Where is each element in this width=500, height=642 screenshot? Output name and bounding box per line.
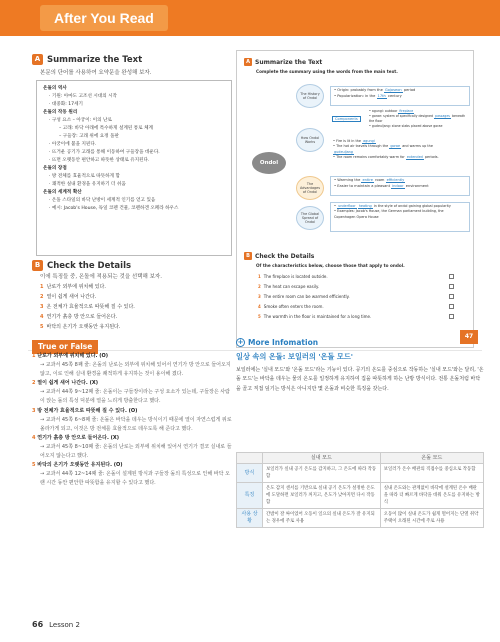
tf-answer: → 교과서 45쪽 8째 줄: 온돌의 난로는 외부에 위치해 있어서 연기가 방 안으로 들어오지 않고, 이로 인해 실내 환경을 쾌적하게 유지하는 것이 용이해 졌다. (40, 362, 231, 378)
tb-summary-title: Summarize the Text (255, 58, 323, 66)
tf-number: 2 (32, 380, 36, 387)
blank-heating: heating (358, 204, 372, 208)
checkbox[interactable] (449, 284, 454, 289)
tf-question-text: 방 전체가 효율적으로 따뜻해 질 수 있다. (O) (37, 407, 138, 414)
summary-title: Summarize the Text (47, 54, 143, 65)
step2-mid: and warms up the (402, 144, 433, 149)
blank-agungi: agungi (363, 139, 375, 143)
adv1-text: • Warming the (334, 178, 361, 182)
list-item-content (258, 312, 371, 322)
summary-heading (32, 54, 142, 65)
more-info-heading (236, 338, 318, 347)
cell-indoor: 온도 감지 센서를 기반으로 실내 공기 온도가 설정한 온도에 도달하면 보일러가 꺼지고, 온도가 낮아지면 다시 작동함 (263, 483, 381, 509)
list-item (258, 302, 454, 312)
blank-efficiently: efficiently (386, 178, 405, 182)
history-box (330, 86, 470, 106)
blank-indoor: indoor (392, 183, 404, 188)
checkbox[interactable] (449, 314, 454, 319)
tb-details-heading (244, 252, 314, 260)
tb-details-title: Check the Details (255, 252, 315, 260)
summary-line: · 구성 요소 – 아궁이: 이의 난로 (49, 118, 112, 123)
details-subtitle: 이에 특징들 중, 온돌에 적용되는 것을 선택해 보자. (40, 274, 162, 280)
blank-17th: 17th (377, 93, 386, 98)
blank-extended: extended (406, 155, 423, 160)
tb-details-sub: Of the characteristics below, choose those that apply to ondol. (256, 263, 405, 268)
cell-indoor: 보일러가 실내 공기 온도를 감지하고, 그 온도에 따라 작동함 (263, 464, 381, 483)
details-title: Check the Details (47, 260, 132, 271)
list-item (40, 292, 135, 302)
list-item (258, 272, 454, 282)
list-item (258, 312, 454, 322)
cell-ondol: 오동이 많이 실내 온도가 쉽게 떨어지는 단열 취약 주택이 오래된 시간에 주로 사용 (380, 509, 483, 528)
summary-line: · 뜨거운 공기가 고래를 통해 이동하여 구들장을 데운다. (49, 150, 160, 155)
tf-answer: → 교과서 44쪽 9~12째 줄: 온돌이는 구들장이라는 구성 요소가 있는데, 구들장은 사람이 앉는 돌의 특성 덕분에 열을 느리게 방출한다고 했다. (40, 389, 230, 405)
blank-gojoseon: Gojoseon (384, 88, 402, 92)
item-text: The entire room can be warmed efficiently. (263, 294, 350, 299)
summary-line: 온돌의 역사 (43, 86, 67, 91)
tf-question (32, 434, 232, 443)
tf-number: 5 (32, 462, 36, 469)
summary-line: – 구들장: 고래 위에 요정 돌판 (59, 134, 119, 139)
tf-question-text: 열이 쉽게 새어 나간다. (X) (37, 380, 98, 387)
tb-summary-letter: A (244, 58, 252, 66)
tf-question-text: 연기가 흙층 방 안으로 들어온다. (X) (37, 434, 120, 441)
details-list (40, 282, 135, 332)
summary-line: · 대중화: 17세기 (49, 102, 83, 107)
summary-letter: A (32, 54, 43, 65)
tf-question (32, 379, 232, 388)
tf-question-text: 난로가 외부에 위치해 있다. (O) (37, 353, 109, 359)
adv2-end: environment (405, 183, 429, 188)
table-row (237, 483, 484, 509)
checkbox[interactable] (449, 304, 454, 309)
true-false-label: True or False (32, 340, 98, 354)
history-pop-end: century (387, 93, 402, 98)
advantages-box (330, 176, 470, 196)
step2-text: • The hot air travels through the (333, 144, 389, 149)
step3-text: • The room remains comfortably warm for (333, 155, 405, 160)
checkbox[interactable] (449, 294, 454, 299)
tb-summary-sub: Complete the summary using the words from the main text. (256, 69, 398, 74)
item-number: 4 (40, 314, 44, 320)
tf-question (32, 407, 232, 416)
summary-line: 온돌의 작동 원리 (43, 110, 78, 115)
footer-lesson: Lesson 2 (49, 620, 80, 629)
list-item (40, 322, 135, 332)
summary-line: – 고래: 바닥 아래에 특수하게 설계된 통로 체계 (59, 126, 153, 131)
details-letter: B (32, 260, 43, 271)
ondol-center: Ondol (252, 152, 286, 174)
table-header-indoor: 실내 모드 (263, 453, 381, 464)
components-tag: Components (332, 116, 361, 122)
node-advantages: The Advantages of Ondol (296, 176, 324, 200)
item-text: 난로가 외부에 위치해 있다. (46, 284, 106, 290)
tf-number: 3 (32, 407, 36, 414)
components-box (366, 108, 470, 134)
list-item (40, 302, 135, 312)
tf-question (32, 352, 232, 361)
item-number: 1 (258, 274, 261, 279)
summary-subtitle: 본문의 단어를 사용하여 요약문을 완성해 보자. (40, 70, 152, 76)
more-info-text: 보일러에는 '실내 모드'와 '온돌 모드'라는 기능이 있다. 공기의 온도를 중심으로 작동하는 '실내 모드'와는 달리, '온돌 모드'는 바닥을 데우는 물의 온도를 일정하게 유지하여 집을 따뜻하게 하는 난방 방식이다. 전통 온돌처럼 바닥을 골고 직접 덮기는 방식은 아니지만 몇 온돌과 비슷한 특징을 갖는다. (236, 367, 484, 392)
node-works: How Ondol Works (296, 128, 324, 152)
item-text: The heat can escape easily. (263, 284, 320, 289)
page-title: After You Read (40, 5, 168, 31)
summary-line: · 기원: 아마도 고조선 시대의 시작 (49, 94, 117, 99)
item-text: Smoke often enters the room. (263, 304, 324, 309)
blank-gorae: gorae (390, 144, 401, 149)
tf-answer: → 교과서 45쪽 6~8째 줄: 온돌은 바닥을 데우는 방식이기 때문에 열이 자연스럽게 위로 올라가게 되고, 이것은 방 전체를 효율적으로 데우도록 해 준다고 했다. (40, 416, 232, 432)
summary-line: · 아궁이에 불을 지핀다. (49, 142, 97, 147)
step1-text: • Fire is lit in the (333, 139, 362, 143)
page-footer (32, 620, 80, 629)
tf-number: 4 (32, 434, 36, 441)
blank-underfloor: underfloor (338, 204, 356, 208)
tf-answer: → 교과서 44쪽 12~14째 줄: 온돌이 설계된 방식과 구들장 돌의 특성으로 인해 바닥 오랜 시간 동안 편안한 따뜻함을 유지할 수 있다고 했다. (40, 471, 230, 487)
tf-answer: → 교과서 45쪽 8~10째 줄: 온돌의 난로는 외부에 위치해 있어서 연기가 결코 실내로 들어오지 않는다고 했다. (40, 443, 232, 460)
table-row (237, 464, 484, 483)
summary-line: · 방 전체를 효율적으로 따뜻하게 함 (49, 174, 120, 179)
step3-end: periods. (424, 155, 439, 160)
summary-line: 온돌의 장점 (43, 166, 67, 171)
node-history: The History of Ondol (296, 84, 324, 108)
node-spread: The Global Spread of Ondol (296, 206, 324, 230)
table-header-ondol: 온돌 모드 (380, 453, 483, 464)
tb-details-letter: B (244, 252, 252, 260)
true-false-body (32, 352, 232, 488)
history-pop-text: • Popularization: in the (334, 93, 376, 98)
spread-box (330, 202, 470, 232)
textbook-page-number: 47 (460, 330, 478, 344)
adv1-mid: room (375, 178, 385, 182)
item-text: The fireplace is located outside. (263, 274, 328, 279)
summary-line: · 온돌 스타일의 바닥 난방이 세계적 인기를 얻고 있음 (49, 198, 156, 203)
history-origin-end: period (403, 88, 416, 92)
list-item-content (258, 282, 319, 292)
row-header: 사용 상황 (237, 509, 263, 528)
blank-passages: passages (435, 114, 450, 118)
table-header-empty (237, 453, 263, 464)
row-header: 방식 (237, 464, 263, 483)
comp-gudeuljang: • gudeuljang: stone slabs placed above gorae (369, 124, 443, 128)
comp-gorae: • gorae: system of specifically designed (369, 114, 434, 118)
works-steps (330, 138, 470, 166)
tb-summary-heading (244, 58, 322, 66)
item-number: 5 (258, 314, 261, 319)
footer-page-number: 66 (32, 620, 44, 629)
more-info-label: More Infomation (248, 338, 319, 347)
tf-number: 1 (32, 353, 36, 359)
item-text: 열이 쉽게 새어 나간다. (46, 294, 97, 300)
tb-details-list (258, 272, 454, 322)
item-text: The warmth in the floor is maintained for a long time. (263, 314, 372, 319)
table-row (237, 509, 484, 528)
list-item (40, 282, 135, 292)
plus-circle-icon: + (237, 338, 244, 346)
list-item-content (258, 292, 350, 302)
item-text: 연기가 흙층 방 안으로 들어온다. (46, 314, 118, 320)
row-header: 특징 (237, 483, 263, 509)
spread1-text: in the style of ondol gaining global popularity (373, 204, 451, 208)
history-origin-text: • Origin: probably from the (334, 88, 383, 92)
tf-question-text: 바닥의 온기가 오랫동안 유지된다. (O) (37, 462, 123, 469)
blank-fireplace: fireplace (399, 109, 414, 113)
summary-line: · 뜨면 오랫동안 편안하고 따뜻한 상태로 유지된다. (49, 158, 150, 163)
cell-indoor: 간밤이 잘 싸이었어 오동이 일요의 실내 온도가 잘 유지되는 경우에 주로 사용 (263, 509, 381, 528)
blank-entire: entire (362, 178, 373, 182)
adv2-text: • Easier to maintain a pleasant (334, 183, 390, 188)
cell-ondol: 실내 온도와는 관계없이 바닥에 설계된 온수 배관을 따라 더 빠르게 바닥을 데워 온도를 유지하는 방식 (380, 483, 483, 509)
more-info-title: 일상 속의 온돌: 보일러의 '온돌 모드' (236, 352, 353, 361)
comparison-table (236, 452, 484, 528)
list-item (258, 292, 454, 302)
list-item-content (258, 272, 328, 282)
list-item-content (258, 302, 324, 312)
item-number: 3 (258, 294, 261, 299)
list-item (258, 282, 454, 292)
item-text: 바닥의 온기가 오랫동안 유지된다. (46, 324, 121, 330)
item-text: 온 전체가 효율적으로 따뜻해 질 수 있다. (46, 304, 135, 310)
item-number: 3 (40, 304, 44, 310)
summary-box (36, 80, 232, 256)
spread-examples: • Examples: Jacob's House, the German parliament building, the Copenhagen Opera House (334, 209, 444, 219)
item-number: 5 (40, 324, 44, 330)
tf-question (32, 461, 232, 470)
item-number: 2 (40, 294, 44, 300)
summary-line: · 예시: Jacob's House, 독일 코펜 건물, 코펜하겐 오페라 하우스 (49, 206, 179, 211)
table-header-row (237, 453, 484, 464)
spread1-bullet: • (334, 204, 336, 208)
comp-gorae-end: beneath the floor (369, 114, 466, 123)
summary-line: 온돌의 세계적 확산 (43, 190, 82, 195)
item-number: 2 (258, 284, 261, 289)
summary-line: · 쾌적한 실내 환경을 유지하기 더 쉬움 (49, 182, 126, 187)
cell-ondol: 보일러가 온수 배관의 직접수를 중심으로 작동함 (380, 464, 483, 483)
item-number: 1 (40, 284, 44, 290)
blank-gudeuljang: gudeuljang (334, 149, 353, 154)
checkbox[interactable] (449, 274, 454, 279)
comp-agungi: • agungi: outdoor (369, 109, 398, 113)
list-item (40, 312, 135, 322)
item-number: 4 (258, 304, 261, 309)
details-heading (32, 260, 131, 271)
